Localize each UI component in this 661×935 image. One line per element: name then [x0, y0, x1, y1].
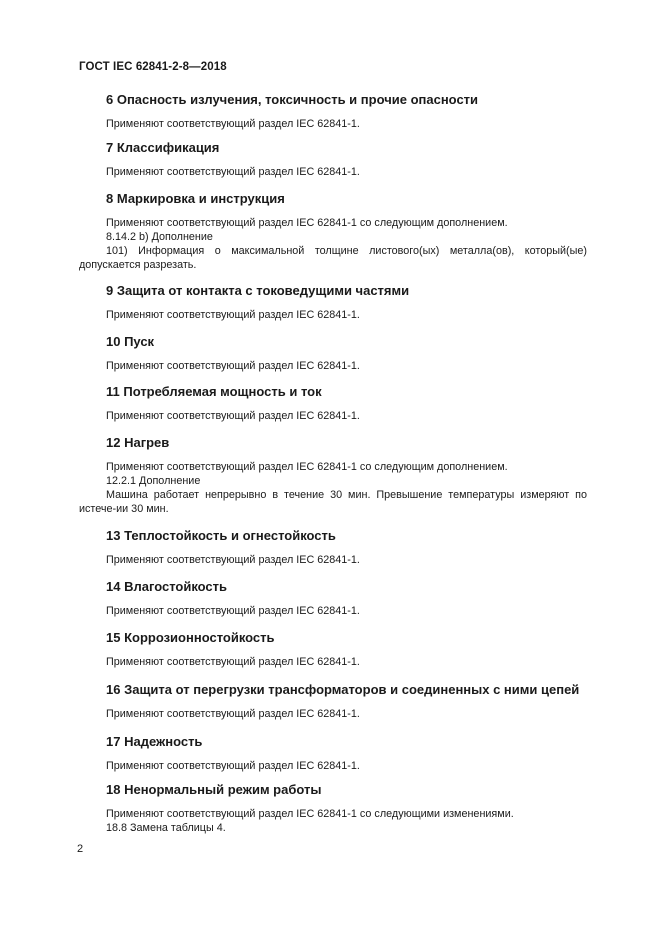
section-10	[79, 334, 587, 373]
section-heading: 8 Маркировка и инструкция	[106, 191, 285, 206]
section-heading: 17 Надежность	[106, 734, 203, 749]
section-14	[79, 579, 587, 618]
section-heading: 15 Коррозионностойкость	[106, 630, 275, 645]
section-paragraph: Применяют соответствующий раздел IEC 62841-1 со следующими изменениями.	[106, 808, 514, 820]
section-heading: 13 Теплостойкость и огнестойкость	[106, 528, 336, 543]
section-heading: 11 Потребляемая мощность и ток	[106, 384, 322, 399]
section-paragraph: Применяют соответствующий раздел IEC 62841-1.	[106, 554, 360, 566]
section-paragraph: 101) Информация о максимальной толщине листового(ых) металла(ов), который(ые) допускается разрезать.	[79, 245, 587, 271]
section-15	[79, 630, 587, 669]
section-18	[79, 782, 587, 835]
section-paragraph: Применяют соответствующий раздел IEC 62841-1.	[106, 760, 360, 772]
section-13	[79, 528, 587, 567]
document-header: ГОСТ IEC 62841-2-8—2018	[79, 61, 227, 73]
section-paragraph: Применяют соответствующий раздел IEC 62841-1.	[106, 360, 360, 372]
section-paragraph: Применяют соответствующий раздел IEC 62841-1.	[106, 410, 360, 422]
section-16	[79, 682, 587, 721]
section-paragraph: Применяют соответствующий раздел IEC 62841-1.	[106, 605, 360, 617]
section-11	[79, 384, 587, 423]
section-8	[79, 191, 587, 272]
page-number: 2	[77, 843, 84, 855]
section-heading: 16 Защита от перегрузки трансформаторов и соединенных с ними цепей	[106, 682, 580, 697]
section-heading: 6 Опасность излучения, токсичность и прочие опасности	[106, 92, 479, 107]
section-heading: 7 Классификация	[106, 140, 220, 155]
section-heading: 12 Нагрев	[106, 435, 170, 450]
section-paragraph: 18.8 Замена таблицы 4.	[106, 822, 226, 834]
section-heading: 14 Влагостойкость	[106, 579, 228, 594]
section-paragraph: Машина работает непрерывно в течение 30 мин. Превышение температуры измеряют по истече-ии 30 мин.	[79, 489, 587, 515]
section-paragraph: Применяют соответствующий раздел IEC 62841-1.	[106, 309, 360, 321]
section-paragraph: Применяют соответствующий раздел IEC 62841-1 со следующим дополнением.	[106, 217, 508, 229]
section-paragraph: Применяют соответствующий раздел IEC 62841-1.	[106, 708, 360, 720]
section-6	[79, 92, 587, 131]
section-17	[79, 734, 587, 773]
section-heading: 18 Ненормальный режим работы	[106, 782, 322, 797]
section-9	[79, 283, 587, 322]
section-heading: 9 Защита от контакта с токоведущими частями	[106, 283, 410, 298]
section-7	[79, 140, 587, 179]
section-paragraph: Применяют соответствующий раздел IEC 62841-1.	[106, 118, 360, 130]
section-heading: 10 Пуск	[106, 334, 155, 349]
section-paragraph: 8.14.2 b) Дополнение	[106, 231, 213, 243]
section-paragraph: Применяют соответствующий раздел IEC 62841-1.	[106, 166, 360, 178]
section-paragraph: Применяют соответствующий раздел IEC 62841-1.	[106, 656, 360, 668]
section-paragraph: Применяют соответствующий раздел IEC 62841-1 со следующим дополнением.	[106, 461, 508, 473]
section-paragraph: 12.2.1 Дополнение	[106, 475, 201, 487]
section-12	[79, 435, 587, 516]
